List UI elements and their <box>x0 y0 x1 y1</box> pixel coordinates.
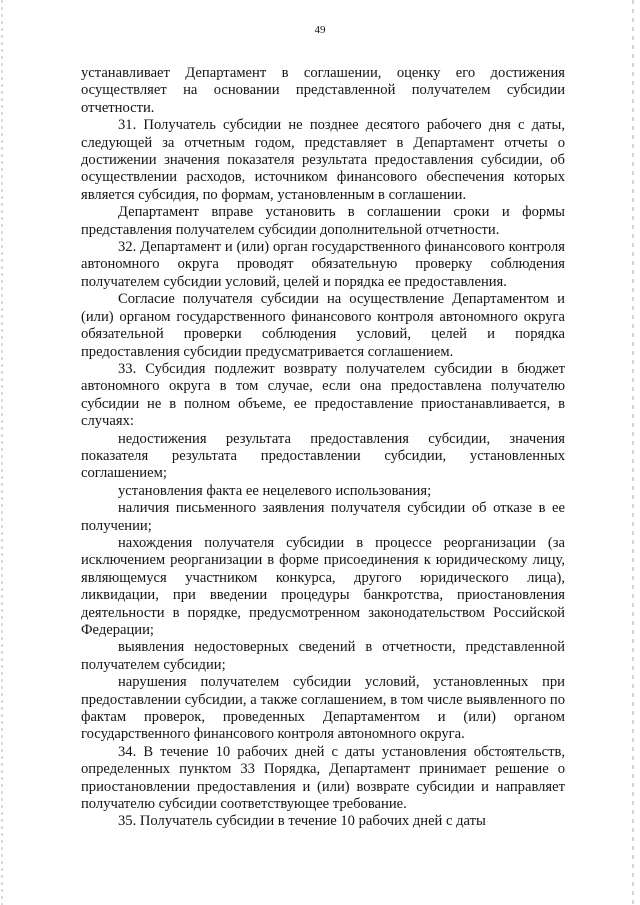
paragraph: выявления недостоверных сведений в отчетности, представленной получателем субсидии; <box>81 639 565 673</box>
paragraph: нахождения получателя субсидии в процессе реорганизации (за исключением реорганизации в форме присоединения к юридическому лицу, являющемуся участником конкурса, другого юридического лица), ликвидации, при введении процедуры банкротства, приостановления деятельности в порядке, предусмотренном законодательством Российской Федерации; <box>81 534 565 638</box>
paragraph: 31. Получатель субсидии не позднее десятого рабочего дня с даты, следующей за отчетным годом, представляет в Департамент отчеты о достижении значения показателя результата предоставления субсидии, об осуществлении расходов, источником финансового обеспечения которых является субсидия, по формам, установленным в соглашении. <box>81 117 565 203</box>
paragraph: 35. Получатель субсидии в течение 10 рабочих дней с даты <box>118 813 486 830</box>
paragraph: Департамент вправе установить в соглашении сроки и формы представления получателем субсидии дополнительной отчетности. <box>81 204 565 238</box>
paragraph: 33. Субсидия подлежит возврату получателем субсидии в бюджет автономного округа в том случае, если она предоставлена получателю субсидии не в полном объеме, ее предоставление приостанавливается, в случаях: <box>81 360 565 430</box>
paragraph: 32. Департамент и (или) орган государственного финансового контроля автономного округа проводят обязательную проверку соблюдения получателем субсидии условий, целей и порядка ее предоставления. <box>81 239 565 290</box>
paragraph: нарушения получателем субсидии условий, установленных при предоставлении субсидии, а также соглашением, в том числе выявленного по фактам проверок, проведенных Департаментом и (или) органом государственного финансового контроля автономного округа. <box>81 674 565 743</box>
paragraph: установления факта ее нецелевого использования; <box>118 482 432 499</box>
page-number: 49 <box>314 24 326 36</box>
paragraph: 34. В течение 10 рабочих дней с даты установления обстоятельств, определенных пунктом 33 Порядка, Департамент принимает решение о приостановлении предоставления и (или) возврате субсидии и направляет получателю субсидии соответствующее требование. <box>81 743 565 813</box>
paragraph: наличия письменного заявления получателя субсидии об отказе в ее получении; <box>81 500 565 534</box>
paragraph: недостижения результата предоставления субсидии, значения показателя результата предоставлении субсидии, установленных соглашением; <box>81 430 565 482</box>
scan-edge-right <box>632 0 634 905</box>
paragraph: устанавливает Департамент в соглашении, оценку его достижения осуществляет на основании представленной получателем субсидии отчетности. <box>81 65 565 116</box>
paragraph: Согласие получателя субсидии на осуществление Департаментом и (или) органом государственного финансового контроля автономного округа обязательной проверки соблюдения условий, целей и порядка предоставления субсидии предусматривается соглашением. <box>81 291 565 360</box>
scan-edge-left <box>1 0 3 905</box>
document-body <box>81 65 565 831</box>
